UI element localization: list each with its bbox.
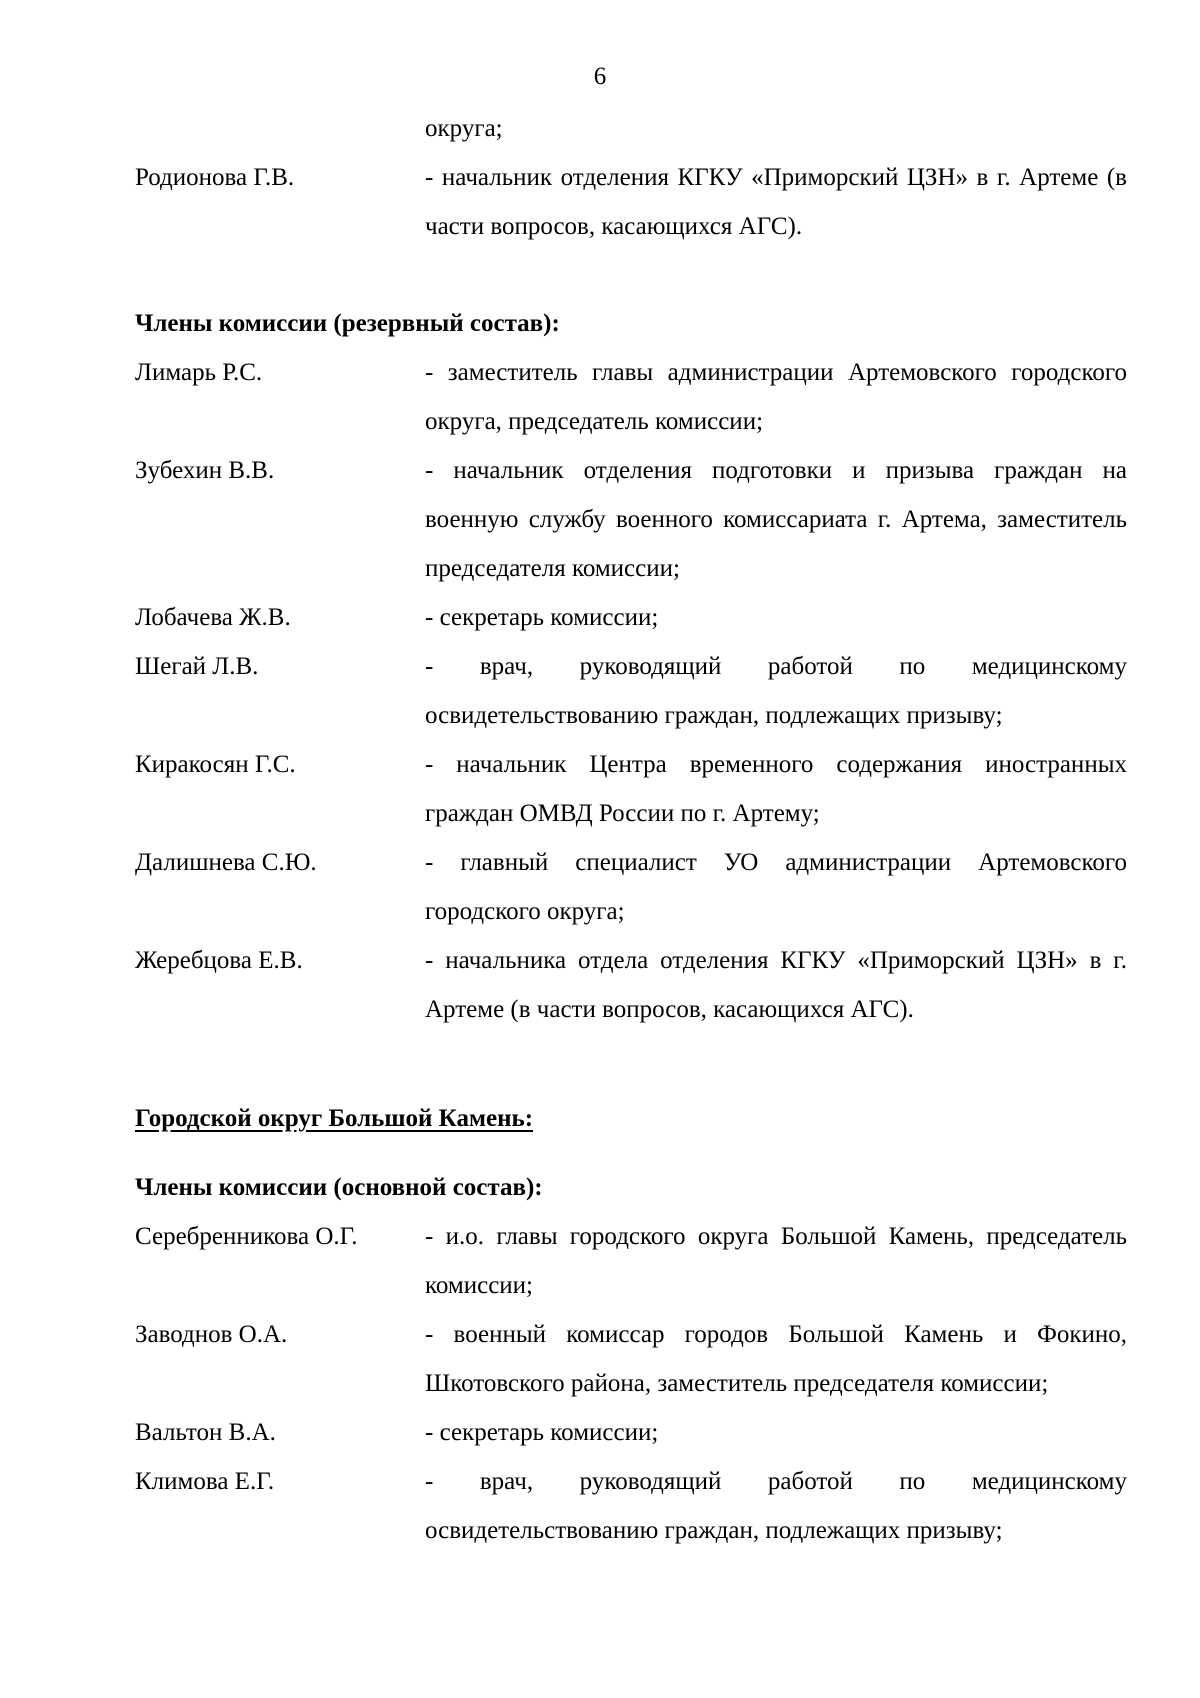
member-row	[135, 1310, 1127, 1408]
member-role: - главный специалист УО администрации Артемовского городского округа;	[425, 849, 1127, 925]
member-role: - врач, руководящий работой по медицинскому освидетельствованию граждан, подлежащих призыву;	[425, 653, 1127, 729]
member-row	[135, 1212, 1127, 1310]
member-name: Вальтон В.А.	[135, 1419, 276, 1446]
member-name: Киракосян Г.С.	[135, 751, 296, 778]
member-name: Климова Е.Г.	[135, 1468, 275, 1495]
first-section-members	[135, 153, 1127, 251]
member-row	[135, 1408, 1127, 1457]
spacer	[135, 251, 1127, 299]
member-role: - начальника отдела отделения КГКУ «Приморский ЦЗН» в г. Артеме (в части вопросов, касающихся АГС).	[425, 947, 1127, 1023]
document-body	[135, 104, 1127, 1555]
member-name: Родионова Г.В.	[135, 164, 295, 191]
member-row	[135, 1457, 1127, 1555]
main-section-heading: Члены комиссии (основной состав):	[135, 1174, 543, 1201]
spacer	[135, 1034, 1127, 1094]
member-name: Заводнов О.А.	[135, 1321, 288, 1348]
member-name: Серебренникова О.Г.	[135, 1223, 358, 1250]
reserve-section-heading: Члены комиссии (резервный состав):	[135, 310, 560, 337]
member-role: - и.о. главы городского округа Большой Камень, председатель комиссии;	[425, 1223, 1127, 1299]
member-name: Лимарь Р.С.	[135, 359, 263, 386]
page-number: 6	[593, 63, 607, 90]
member-name: Далишнева С.Ю.	[135, 849, 317, 876]
member-name: Жеребцова Е.В.	[135, 947, 303, 974]
member-row	[135, 593, 1127, 642]
member-name: Шегай Л.В.	[135, 653, 259, 680]
member-role: - заместитель главы администрации Артемовского городского округа, председатель комиссии;	[425, 359, 1127, 435]
member-role: - начальник Центра временного содержания иностранных граждан ОМВД России по г. Артему;	[425, 751, 1127, 827]
member-row	[135, 642, 1127, 740]
member-role: - врач, руководящий работой по медицинскому освидетельствованию граждан, подлежащих призыву;	[425, 1468, 1127, 1544]
member-name: Лобачева Ж.В.	[135, 604, 291, 631]
member-role: - секретарь комиссии;	[425, 604, 659, 631]
member-row	[135, 936, 1127, 1034]
district-heading: Городской округ Большой Камень:	[135, 1105, 534, 1132]
member-row	[135, 348, 1127, 446]
member-role: - секретарь комиссии;	[425, 1419, 659, 1446]
reserve-members-list	[135, 348, 1127, 1034]
member-name: Зубехин В.В.	[135, 457, 275, 484]
member-row	[135, 838, 1127, 936]
spacer	[135, 1143, 1127, 1163]
member-role: - начальник отделения КГКУ «Приморский ЦЗН» в г. Артеме (в части вопросов, касающихся АГС).	[425, 164, 1127, 240]
member-row	[135, 740, 1127, 838]
continuation-text: округа;	[425, 115, 503, 142]
member-row	[135, 446, 1127, 593]
member-role: - военный комиссар городов Большой Камень и Фокино, Шкотовского района, заместитель председателя комиссии;	[425, 1321, 1127, 1397]
member-row	[135, 153, 1127, 251]
main-members-list	[135, 1212, 1127, 1555]
member-role: - начальник отделения подготовки и призыва граждан на военную службу военного комиссариата г. Артема, заместитель председателя комиссии;	[425, 457, 1127, 582]
